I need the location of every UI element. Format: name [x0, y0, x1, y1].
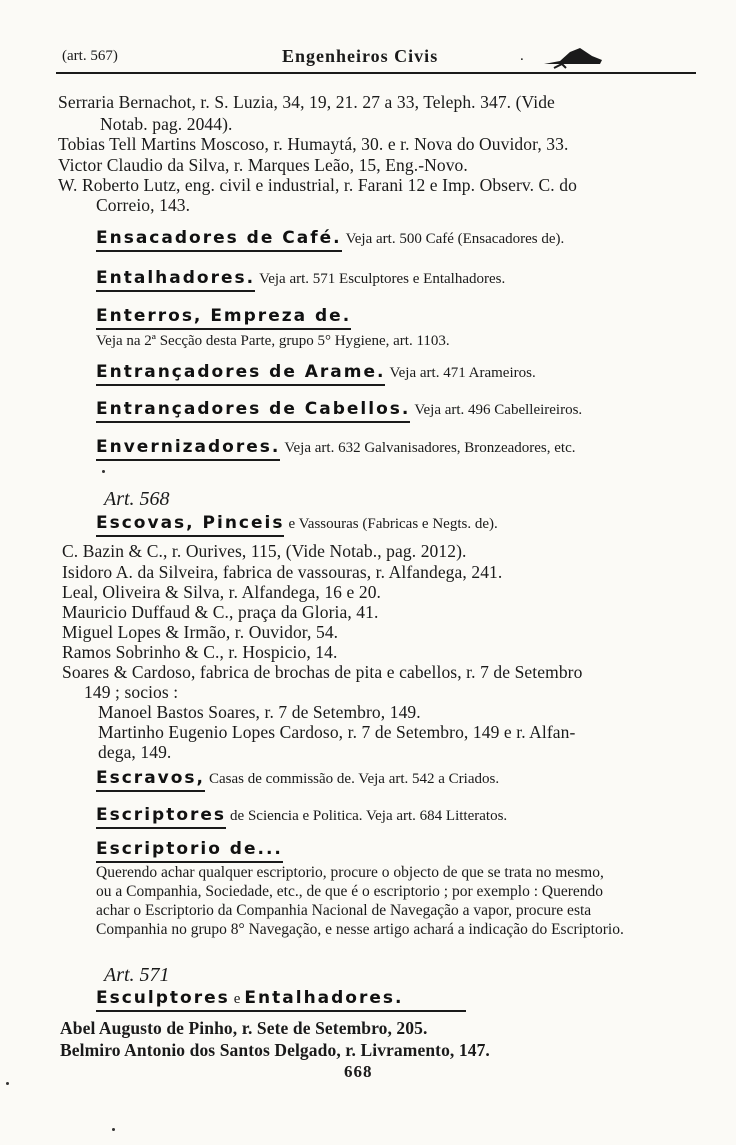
section-crossref: Veja art. 500 Café (Ensacadores de).: [345, 231, 565, 247]
section-heading: Entalhadores.: [96, 268, 255, 292]
header-title: Engenheiros Civis: [282, 46, 439, 66]
section-crossref: Veja na 2ª Secção desta Parte, grupo 5° Hygiene, art. 1103.: [96, 333, 450, 349]
section-crossref: Veja art. 471 Arameiros.: [389, 365, 536, 381]
print-speck: [102, 470, 105, 473]
paragraph-line: ou a Companhia, Sociedade, etc., de que é o escriptorio ; por exemplo : Querendo: [96, 883, 604, 900]
list-item: W. Roberto Lutz, eng. civil e industrial, r. Farani 12 e Imp. Observ. C. do: [58, 175, 577, 195]
header-rule: [56, 72, 696, 74]
list-item: Miguel Lopes & Irmão, r. Ouvidor, 54.: [62, 622, 339, 642]
list-item: Isidoro A. da Silveira, fabrica de vassouras, r. Alfandega, 241.: [62, 562, 503, 582]
article-label: Art. 568: [104, 488, 170, 510]
section-arame: [96, 362, 536, 386]
section-crossref: Veja art. 632 Galvanisadores, Bronzeadores, etc.: [284, 440, 576, 456]
section-conjunction: e: [233, 991, 241, 1007]
section-crossref: Casas de commissão de. Veja art. 542 a Criados.: [209, 771, 500, 787]
list-item: Ramos Sobrinho & C., r. Hospicio, 14.: [62, 642, 338, 662]
list-item-sub: Manoel Bastos Soares, r. 7 de Setembro, 149.: [98, 702, 421, 722]
list-item: C. Bazin & C., r. Ourives, 115, (Vide Notab., pag. 2012).: [62, 541, 467, 561]
list-item: Serraria Bernachot, r. S. Luzia, 34, 19, 21. 27 a 33, Teleph. 347. (Vide: [58, 92, 555, 112]
section-escriptorio: [96, 839, 283, 863]
list-item: Abel Augusto de Pinho, r. Sete de Setembro, 205.: [60, 1018, 428, 1038]
section-subtitle: e Vassouras (Fabricas e Negts. de).: [288, 516, 498, 532]
header-art-ref: (art. 567): [62, 48, 118, 64]
header-dot: .: [520, 48, 524, 64]
list-item: Leal, Oliveira & Silva, r. Alfandega, 16 e 20.: [62, 582, 382, 602]
section-entalhadores: [96, 268, 505, 292]
list-item: Soares & Cardoso, fabrica de brochas de pita e cabellos, r. 7 de Setembro: [62, 662, 583, 682]
section-ensacadores: [96, 228, 564, 252]
section-heading: Esculptores: [96, 988, 230, 1008]
section-cabellos: [96, 399, 582, 423]
section-crossref: de Sciencia e Politica. Veja art. 684 Litteratos.: [230, 808, 508, 824]
ornament-icon: [540, 44, 606, 70]
section-heading: Escovas, Pinceis: [96, 513, 284, 537]
section-esculptores: [96, 988, 466, 1012]
section-heading: Ensacadores de Café.: [96, 228, 342, 252]
section-heading-2: Entalhadores.: [244, 988, 404, 1008]
list-item: Belmiro Antonio dos Santos Delgado, r. Livramento, 147.: [60, 1040, 490, 1060]
section-heading: Enterros, Empreza de.: [96, 306, 351, 330]
list-item-continuation: Correio, 143.: [96, 195, 191, 215]
list-item: Tobias Tell Martins Moscoso, r. Humaytá, 30. e r. Nova do Ouvidor, 33.: [58, 134, 569, 154]
section-heading: Envernizadores.: [96, 437, 280, 461]
paragraph-line: achar o Escriptorio da Companhia Nacional de Navegação a vapor, procure esta: [96, 902, 592, 919]
list-item-continuation: Notab. pag. 2044).: [100, 114, 233, 134]
section-escravos: [96, 768, 499, 792]
section-escovas: [96, 513, 498, 537]
print-speck: [112, 1128, 115, 1131]
list-item-continuation: 149 ; socios :: [84, 682, 179, 702]
print-speck: [6, 1082, 9, 1085]
section-crossref: Veja art. 496 Cabelleireiros.: [414, 402, 583, 418]
paragraph-line: Companhia no grupo 8° Navegação, e nesse artigo achará a indicação do Escriptorio.: [96, 921, 624, 938]
section-enterros: [96, 306, 351, 330]
paragraph-line: Querendo achar qualquer escriptorio, procure o objecto de que se trata no mesmo,: [96, 864, 604, 881]
section-heading: Entrançadores de Arame.: [96, 362, 385, 386]
list-item-sub: Martinho Eugenio Lopes Cardoso, r. 7 de Setembro, 149 e r. Alfan-: [98, 722, 576, 742]
section-escriptores: [96, 805, 507, 829]
section-envernizadores: [96, 437, 576, 461]
section-heading: Escravos,: [96, 768, 205, 792]
section-heading: Escriptorio de...: [96, 839, 283, 863]
section-crossref: Veja art. 571 Esculptores e Entalhadores.: [259, 271, 506, 287]
list-item: Victor Claudio da Silva, r. Marques Leão, 15, Eng.-Novo.: [58, 155, 468, 175]
section-heading: Entrançadores de Cabellos.: [96, 399, 410, 423]
page-number: 668: [344, 1062, 373, 1081]
article-label: Art. 571: [104, 964, 170, 986]
list-item: Mauricio Duffaud & C., praça da Gloria, 41.: [62, 602, 379, 622]
list-item-continuation: dega, 149.: [98, 742, 172, 762]
section-heading: Escriptores: [96, 805, 226, 829]
